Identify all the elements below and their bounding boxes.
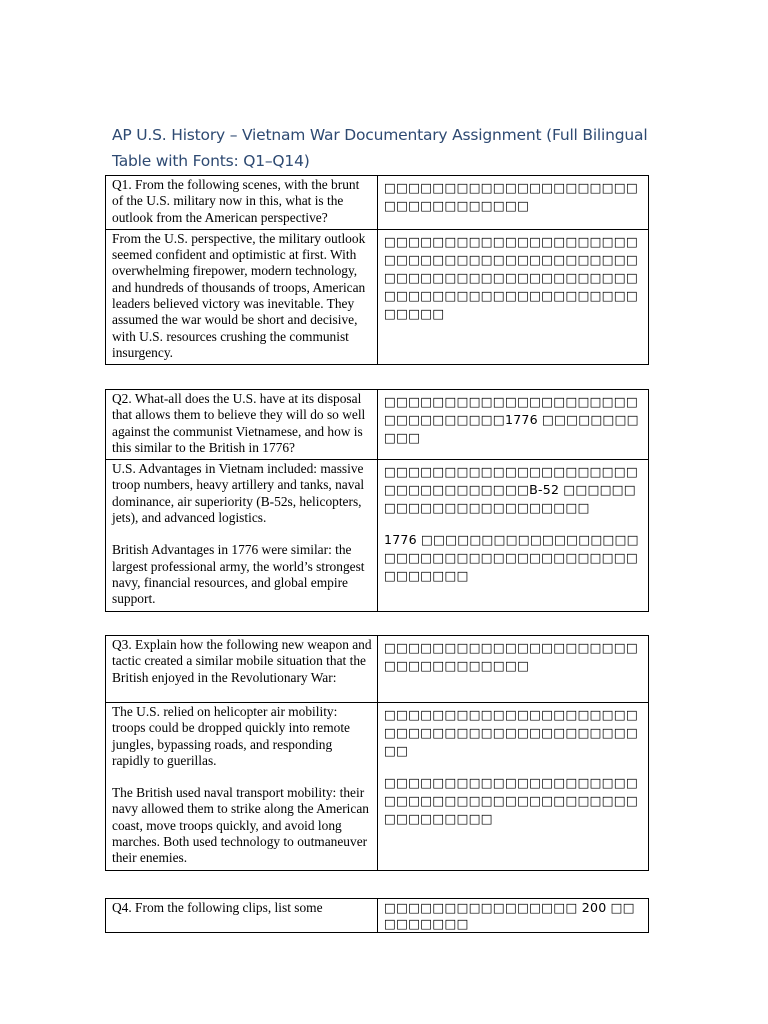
answer-row [106, 703, 649, 871]
answer-en-paragraph: The U.S. relied on helicopter air mobility: troops could be dropped quickly into remote jungles, bypassing roads, and responding rapidly to guerillas. [112, 704, 351, 768]
answer-cn-paragraph: □□□□□□□□□□□□□□□□□□□□□□□□□□□□□□□□□B-52 □□□□□□□□□□□□□□□□□□□□□□□ [384, 464, 639, 516]
page-title: AP U.S. History – Vietnam War Documentary Assignment (Full Bilingual Table with Fonts: Q1–Q14) [112, 126, 648, 170]
question-row [106, 390, 649, 460]
question-cn: □□□□□□□□□□□□□□□□□□□□□□□□□□□□□□□□□ [378, 636, 649, 703]
question-row [106, 636, 649, 703]
question-cn: □□□□□□□□□□□□□□□□□□□□□□□□□□□□□□□1776 □□□□□□□□□□□ [378, 390, 649, 460]
answer-cn [378, 703, 649, 871]
question-cn: □□□□□□□□□□□□□□□□□□□□□□□□□□□□□□□□□ [378, 176, 649, 230]
question-row [106, 899, 649, 933]
answer-cn [378, 229, 649, 364]
question-row [106, 176, 649, 230]
question-table-1 [105, 175, 649, 365]
question-cn: □□□□□□□□□□□□□□□□ 200 □□□□□□□□□ [378, 899, 649, 933]
answer-cn-paragraph: □□□□□□□□□□□□□□□□□□□□□□□□□□□□□□□□□□□□□□□□□□□□ [384, 707, 639, 758]
answer-row [106, 460, 649, 611]
answer-en-paragraph: From the U.S. perspective, the military outlook seemed confident and optimistic at first. With overwhelming firepower, modern technology, and hundreds of thousands of troops, American leaders believed victory was inevitable. They assumed the war would be short and decisive, with U.S. resources crushing the communist insurgency. [112, 230, 366, 360]
answer-row [106, 229, 649, 364]
answer-cn [378, 460, 649, 611]
question-en: Q2. What-all does the U.S. have at its disposal that allows them to believe they will do so well against the communist Vietnamese, and how is this similar to the British in 1776? [106, 390, 378, 460]
question-en: Q4. From the following clips, list some [106, 899, 378, 933]
answer-en [106, 229, 378, 364]
question-table-4 [105, 898, 649, 933]
answer-cn-paragraph: 1776 □□□□□□□□□□□□□□□□□□□□□□□□□□□□□□□□□□□□□□□□□□□□□□ [384, 532, 639, 584]
answer-cn-paragraph: □□□□□□□□□□□□□□□□□□□□□□□□□□□□□□□□□□□□□□□□□□□□□□□□□□□ [384, 775, 639, 826]
question-table-2 [105, 389, 649, 612]
answer-en-paragraph: U.S. Advantages in Vietnam included: massive troop numbers, heavy artillery and tanks, naval dominance, air superiority (B-52s, helicopters, jets), and advanced logistics. [112, 461, 365, 526]
answer-en-paragraph: The British used naval transport mobility: their navy allowed them to strike along the American coast, move troops quickly, and avoid long marches. Both used technology to outmaneuver their enemies. [112, 785, 369, 866]
question-table-3 [105, 635, 649, 871]
question-en: Q1. From the following scenes, with the brunt of the U.S. military now in this, what is the outlook from the American perspective? [106, 176, 378, 230]
question-en: Q3. Explain how the following new weapon and tactic created a similar mobile situation that the British enjoyed in the Revolutionary War: [106, 636, 378, 703]
answer-cn-paragraph: □□□□□□□□□□□□□□□□□□□□□□□□□□□□□□□□□□□□□□□□□□□□□□□□□□□□□□□□□□□□□□□□□□□□□□□□□□□□□□□□□□□□□□□□□ [384, 233, 639, 321]
answer-en [106, 460, 378, 611]
answer-en-paragraph: British Advantages in 1776 were similar: the largest professional army, the world’s strongest navy, financial resources, and global empire support. [112, 542, 365, 607]
answer-en [106, 703, 378, 871]
